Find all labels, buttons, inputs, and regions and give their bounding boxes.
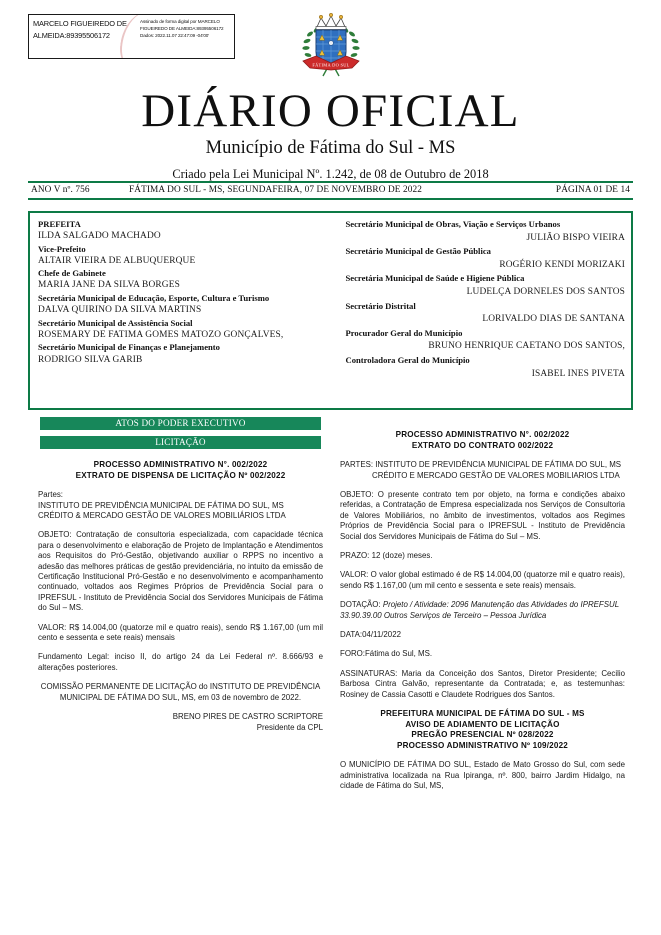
cabinet-column-right [332, 218, 626, 404]
issue-bar [28, 181, 633, 200]
left-article-heading-1: PROCESSO ADMINISTRATIVO N°. 002/2022 [93, 460, 268, 469]
official-name: ISABEL INES PIVETA [531, 368, 625, 379]
official-name: BRUNO HENRIQUE CAETANO DOS SANTOS, [428, 341, 625, 352]
issue-year-number: ANO V nº. 756 [31, 185, 90, 195]
right-article-heading-1: PROCESSO ADMINISTRATIVO N°. 002/2022 [395, 430, 570, 439]
official-role: Secretária Municipal de Educação, Esporte, Cultura e Turismo [38, 293, 270, 304]
right-dotacao-line-1: Projeto / Atividade: 2096 Manutenção das Atividades do IPREFSUL [382, 600, 620, 610]
right-dotacao-label: DOTAÇÃO: [340, 600, 383, 610]
right-partes-1: PARTES: INSTITUTO DE PREVIDÊNCIA MUNICIPAL DE FÁTIMA DO SUL, MS [340, 460, 622, 470]
signature-name: MARCELO FIGUEIREDO DE ALMEIDA:89395506172 [33, 19, 127, 40]
page-title: DIÁRIO OFICIAL [141, 85, 520, 137]
notice-body: O MUNICÍPIO DE FÁTIMA DO SUL, Estado de Mato Grosso do Sul, com sede administrativa localizada na Rua Ipiranga, nº. 800, bairro Jardim Hidalgo, na cidade de Fátima do Sul, MS, [340, 760, 625, 791]
right-prazo: PRAZO: 12 (doze) meses. [340, 551, 433, 561]
masthead-subtitle: Município de Fátima do Sul - MS [205, 138, 456, 158]
cabinet-column-left [38, 218, 332, 404]
left-partes-2: CRÉDITO & MERCADO GESTÃO DE VALORES MOBILIÁRIOS LTDA [38, 511, 286, 520]
official-role: Secretário Municipal de Obras, Viação e Serviços Urbanos [345, 219, 561, 229]
masthead-law-line: Criado pela Lei Municipal Nº. 1.242, de 08 de Outubro de 2018 [172, 167, 489, 181]
left-signer-title: Presidente da CPL [256, 722, 323, 732]
cabinet-officials-box [28, 211, 633, 410]
left-comissao: COMISSÃO PERMANENTE DE LICITAÇÃO do INSTITUTO DE PREVIDÊNCIA MUNICIPAL DE FÁTIMA DO SUL, MS, em 03 de novembro de 2022. [40, 682, 321, 702]
official-role: Controladora Geral do Município [345, 354, 470, 365]
left-valor: VALOR: R$ 14.004,00 (quatorze mil e quatro reais), sendo R$ 1.167,00 (um mil cento e sessenta e sete reais) mensais [38, 622, 323, 643]
section-banner-atos-do-poder-executivo: ATOS DO PODER EXECUTIVO [40, 417, 321, 430]
left-partes-1: INSTITUTO DE PREVIDÊNCIA MUNICIPAL DE FÁTIMA DO SUL, MS [38, 500, 284, 510]
official-name: MARIA JANE DA SILVA BORGES [38, 280, 180, 291]
svg-text:FÁTIMA DO SUL: FÁTIMA DO SUL [312, 62, 350, 68]
official-name: ILDA SALGADO MACHADO [38, 231, 161, 242]
right-assinaturas: ASSINATURAS: Maria da Conceição dos Santos, Diretor Presidente; Cecilio Barbosa Cintra Galvão, representante da Contratada; e, as testemunhas: Rosiney de Cassia Casotti e Claudete Rodrigues dos Santos. [340, 668, 625, 699]
left-article-heading-2: EXTRATO DE DISPENSA DE LICITAÇÃO Nº 002/2022 [75, 470, 286, 480]
official-role: Chefe de Gabinete [38, 268, 106, 279]
official-role: Secretário Municipal de Gestão Pública [345, 246, 491, 257]
left-fundamento-legal: Fundamento Legal: inciso II, do artigo 24 da Lei Federal nº. 8.666/93 e alterações posteriores. [38, 652, 323, 672]
right-article-heading-2: EXTRATO DO CONTRATO 002/2022 [411, 440, 554, 450]
issue-place-date: FÁTIMA DO SUL - MS, SEGUNDAFEIRA, 07 DE NOVEMBRO DE 2022 [129, 185, 422, 195]
official-role: PREFEITA [38, 219, 81, 229]
official-name: ROSEMARY DE FATIMA GOMES MATOZO GONÇALVES, [38, 329, 284, 340]
notice-heading-2: AVISO DE ADIAMENTO DE LICITAÇÃO [405, 719, 560, 729]
official-role: Secretário Municipal de Assistência Social [38, 317, 193, 328]
left-signer-name: BRENO PIRES DE CASTRO SCRIPTORE [172, 712, 323, 722]
official-role: Vice-Prefeito [38, 243, 86, 254]
notice-heading-3: PREGÃO PRESENCIAL Nº 028/2022 [411, 730, 554, 740]
right-valor: VALOR: O valor global estimado é de R$ 14.004,00 (quatorze mil e quatro reais), sendo R$ 1.167,00 (um mil cento e sessenta e sete reais) mensais. [340, 570, 625, 590]
right-dotacao-line-2: 33.90.39.00 Outros Serviços de Terceiro – Pessoa Jurídica [340, 610, 547, 620]
right-objeto: OBJETO: O presente contrato tem por objeto, na forma e condições abaixo referidas, a Contratação de Empresa especializada nos Serviços de Consultoria de Valores Mobiliários, no âmbito de investimentos, voltados aos Regimes Próprios de Previdência Social para o IPREFSUL - Instituto de Previdência Social dos Servidores Municipais de Fátima do Sul – MS. [340, 490, 625, 541]
left-partes-label: Partes: [38, 490, 63, 500]
official-name: JULIÃO BISPO VIEIRA [526, 232, 625, 243]
official-name: ROGÉRIO KENDI MORIZAKI [499, 259, 625, 270]
article-column-left [38, 460, 323, 733]
section-banner-licitacao: LICITAÇÃO [40, 436, 321, 449]
article-column-right [340, 430, 625, 792]
official-role: Secretária Municipal de Saúde e Higiene Pública [345, 273, 525, 284]
official-name: DALVA QUIRINO DA SILVA MARTINS [38, 305, 202, 316]
left-objeto: OBJETO: Contratação de consultoria especializada, com capacidade técnica para o desenvolvimento e elaboração de Projeto de Implantação e Atendimentos aos Requisitos do Pró-Gestão, objetivando auxiliar o RPPS no incentivo a adesão das melhores práticas de gestão previdenciária, no intuito da emissão de Certificação Institucional Pró-Gestão e no desenvolvimento e acompanhamento continuado, voltados aos Regimes Próprios de Previdência Social para o IPREFSUL - Instituto de Previdência Social dos Servidores Municipais de Fátima do Sul – MS. [38, 530, 323, 613]
signature-details: Assinado de forma digital por MARCELO FIGUEIREDO DE ALMEIDA:89395506172 Dados: 2022.11.07 22:47:09 -04'00' [140, 19, 224, 39]
issue-page-number: PÁGINA 01 DE 14 [555, 185, 630, 195]
official-name: RODRIGO SILVA GARIB [38, 354, 143, 365]
official-role: Secretário Distrital [345, 300, 416, 311]
official-name: ALTAIR VIEIRA DE ALBUQUERQUE [38, 255, 196, 266]
notice-heading-1: PREFEITURA MUNICIPAL DE FÁTIMA DO SUL - MS [380, 709, 585, 719]
official-name: LORIVALDO DIAS DE SANTANA [482, 314, 625, 325]
official-role: Procurador Geral do Município [345, 327, 463, 338]
masthead [0, 86, 661, 184]
right-foro: FORO:Fátima do Sul, MS. [340, 649, 433, 659]
official-role: Secretário Municipal de Finanças e Planejamento [38, 342, 220, 353]
notice-heading-4: PROCESSO ADMINISTRATIVO Nº 109/2022 [397, 740, 568, 750]
right-partes-2: CRÉDITO E MERCADO GESTÃO DE VALORES MOBILIARIOS LTDA [372, 470, 620, 480]
digital-signature-stamp [28, 14, 235, 59]
coat-of-arms-icon [295, 10, 367, 84]
official-name: LUDELÇA DORNELES DOS SANTOS [466, 286, 625, 297]
right-data: DATA:04/11/2022 [340, 630, 401, 640]
